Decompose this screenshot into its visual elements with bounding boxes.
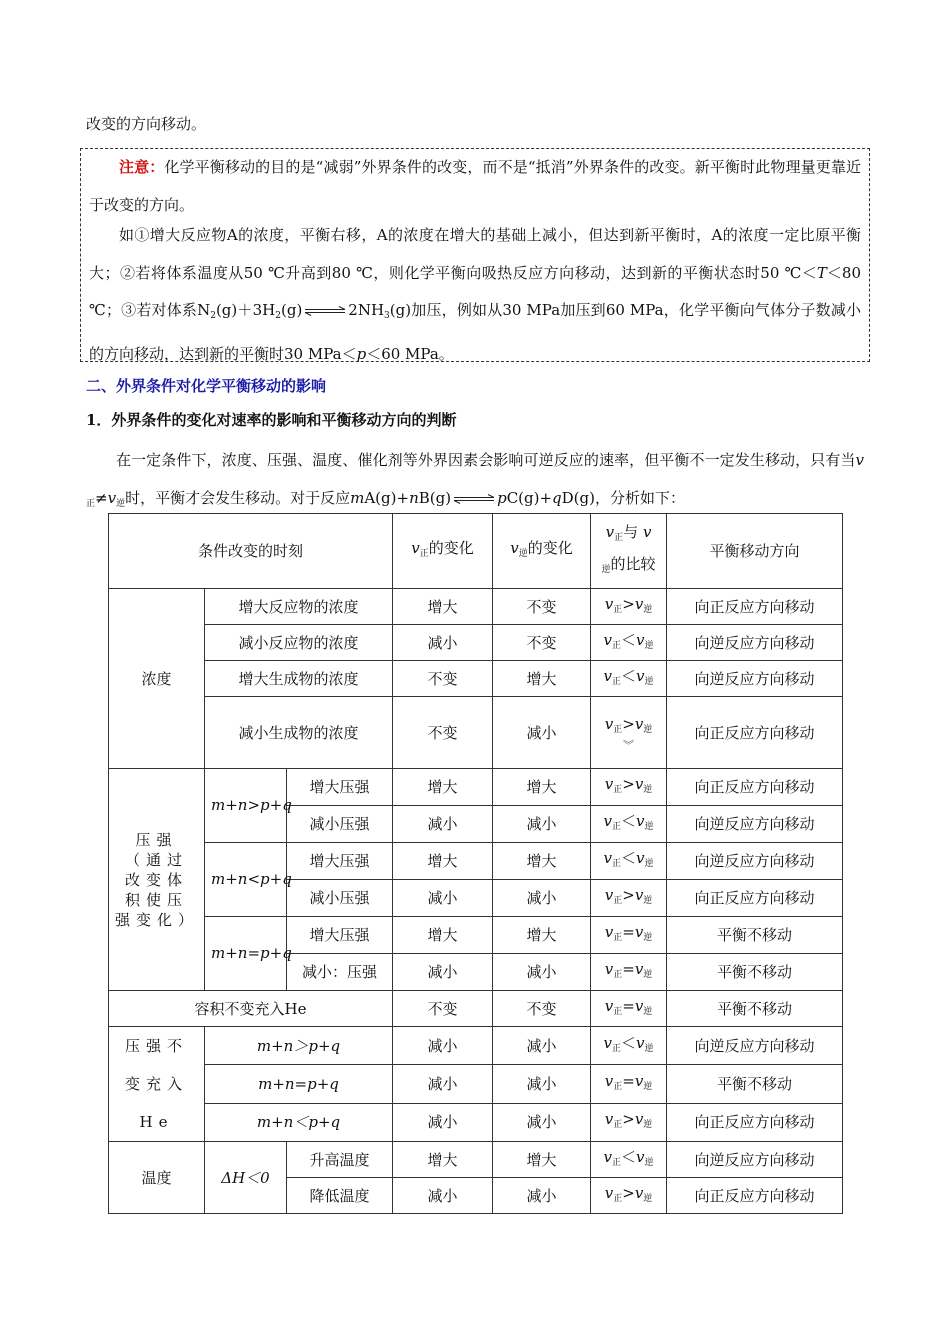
- row-vz: 减小: [393, 1103, 493, 1141]
- header-direction: 平衡移动方向: [667, 514, 843, 589]
- row-vn: 增大: [493, 769, 591, 806]
- row-condition: 增大生成物的浓度: [205, 661, 393, 697]
- table-row: [109, 769, 843, 806]
- row-condition: 减小压强: [287, 806, 393, 843]
- note-box: [80, 148, 870, 362]
- row-vn: 不变: [493, 991, 591, 1027]
- row-vz: 不变: [393, 697, 493, 769]
- row-vz: 减小: [393, 954, 493, 991]
- row-vn: 减小: [493, 806, 591, 843]
- row-vn: 减小: [493, 1065, 591, 1103]
- cond-he-gt: m+n＞p+q: [205, 1027, 393, 1065]
- group-pressure: 压强（通过改变体积使压强变化）: [109, 769, 205, 991]
- cond-mn-eq: m+n=p+q: [205, 917, 287, 991]
- row-vn: 减小: [493, 1027, 591, 1065]
- row-direction: 向逆反应方向移动: [667, 661, 843, 697]
- table-row: [109, 661, 843, 697]
- row-vn: 减小: [493, 1178, 591, 1214]
- note-text-1: 化学平衡移动的目的是“减弱”外界条件的改变，而不是“抵消”外界条件的改变。新平衡时此物理量更靠近于改变的方向。: [89, 158, 861, 214]
- table-row: [109, 697, 843, 769]
- group-temperature: 温度: [109, 1142, 205, 1214]
- row-vz: 增大: [393, 589, 493, 625]
- row-direction: 向正反应方向移动: [667, 697, 843, 769]
- equilibrium-arrow-icon: [303, 306, 347, 316]
- row-compare: $v_正>v_逆$: [591, 769, 667, 806]
- table-row: [109, 843, 843, 880]
- cond-he-eq: m+n=p+q: [205, 1065, 393, 1103]
- row-vz: 不变: [393, 991, 493, 1027]
- table-row: [109, 1103, 843, 1141]
- row-compare: $v_正<v_逆$: [591, 1142, 667, 1178]
- header-condition: 条件改变的时刻: [109, 514, 393, 589]
- equilibrium-arrow-icon: [452, 494, 496, 504]
- row-direction: 平衡不移动: [667, 991, 843, 1027]
- row-compare: $v_正<v_逆$: [591, 625, 667, 661]
- row-compare: $v_正<v_逆$: [591, 1027, 667, 1065]
- row-vz: 不变: [393, 661, 493, 697]
- row-direction: 向正反应方向移动: [667, 769, 843, 806]
- group-concentration: 浓度: [109, 589, 205, 769]
- row-compare: $v_正<v_逆$: [591, 661, 667, 697]
- row-condition: 减小：压强: [287, 954, 393, 991]
- row-vn: 不变: [493, 625, 591, 661]
- row-vn: 减小: [493, 880, 591, 917]
- row-compare: $v_正>v_逆$: [591, 880, 667, 917]
- row-vn: 增大: [493, 917, 591, 954]
- row-compare: $v_正=v_逆$: [591, 1065, 667, 1103]
- cond-he-lt: m+n＜p+q: [205, 1103, 393, 1141]
- row-compare: $v_正=v_逆$: [591, 954, 667, 991]
- table-row: [109, 589, 843, 625]
- body-paragraph: 在一定条件下，浓度、压强、温度、催化剂等外界因素会影响可逆反应的速率，但平衡不一定发生移动，只有当$v_正\ne v_逆$时，平衡才会发生移动。对于反应mA(g)+nB(g) pC(g)+qD(g)，分析如下：: [86, 451, 864, 509]
- row-direction: 向正反应方向移动: [667, 1178, 843, 1214]
- row-condition: 增大压强: [287, 917, 393, 954]
- row-vz: 增大: [393, 843, 493, 880]
- row-direction: 平衡不移动: [667, 1065, 843, 1103]
- row-compare: $v_正<v_逆$: [591, 806, 667, 843]
- row-vz: 增大: [393, 917, 493, 954]
- header-v-ni: $v_逆$的变化: [493, 514, 591, 589]
- chevron-down-icon: ︾: [623, 738, 635, 752]
- row-condition: 减小压强: [287, 880, 393, 917]
- row-compare: $v_正>v_逆$: [591, 1178, 667, 1214]
- row-condition: 增大压强: [287, 769, 393, 806]
- row-condition: 降低温度: [287, 1178, 393, 1214]
- row-vn: 增大: [493, 843, 591, 880]
- row-direction: 向逆反应方向移动: [667, 625, 843, 661]
- table-row: [109, 1065, 843, 1103]
- cond-mn-lt: m+n<p+q: [205, 843, 287, 917]
- row-vn: 减小: [493, 697, 591, 769]
- header-v-zheng: $v_正$的变化: [393, 514, 493, 589]
- row-direction: 向逆反应方向移动: [667, 806, 843, 843]
- table-row: [109, 1027, 843, 1065]
- row-condition: 升高温度: [287, 1142, 393, 1178]
- row-vn: 增大: [493, 1142, 591, 1178]
- row-compare: $v_正>v_逆$ ︾: [591, 697, 667, 769]
- header-compare: $v_正$与 v $_逆$的比较: [591, 514, 667, 589]
- row-vz: 减小: [393, 625, 493, 661]
- row-compare: $v_正=v_逆$: [591, 991, 667, 1027]
- row-vz: 减小: [393, 1178, 493, 1214]
- row-compare: $v_正>v_逆$: [591, 589, 667, 625]
- note-paragraph-1: [89, 149, 861, 224]
- intro-line: 改变的方向移动。: [86, 115, 207, 133]
- note-paragraph-2: 如①增大反应物A的浓度，平衡右移，A的浓度在增大的基础上减小，但达到新平衡时，A的浓度一定比原平衡大；②若将体系温度从50 ℃升高到80 ℃，则化学平衡向吸热反应方向移动，达到新的平衡状态时50 ℃＜T＜80 ℃；③若对体系$N_2(g)+3H_2(g)$ $2NH_3(g)$加压，例如从30 MPa加压到60 MPa，化学平衡向气体分子数减小的方向移动，达到新的平衡时30 MPa＜p＜60 MPa。: [89, 226, 862, 363]
- row-compare: $v_正<v_逆$: [591, 843, 667, 880]
- row-vz: 减小: [393, 806, 493, 843]
- row-direction: 平衡不移动: [667, 917, 843, 954]
- row-vn: 不变: [493, 589, 591, 625]
- row-direction: 向逆反应方向移动: [667, 1027, 843, 1065]
- group-he-const-pressure: 压强不变充入He: [109, 1027, 205, 1142]
- row-condition: 减小反应物的浓度: [205, 625, 393, 661]
- row-direction: 向正反应方向移动: [667, 589, 843, 625]
- row-vz: 减小: [393, 1065, 493, 1103]
- row-vn: 减小: [493, 1103, 591, 1141]
- table-row: [109, 917, 843, 954]
- table-row: [109, 625, 843, 661]
- row-direction: 向正反应方向移动: [667, 1103, 843, 1141]
- group-he-const-volume: 容积不变充入He: [109, 991, 393, 1027]
- row-condition: 增大压强: [287, 843, 393, 880]
- cond-mn-gt: m+n>p+q: [205, 769, 287, 843]
- section-heading: 二、外界条件对化学平衡移动的影响: [86, 377, 327, 395]
- row-direction: 向正反应方向移动: [667, 880, 843, 917]
- table-row: [109, 991, 843, 1027]
- table-row: [109, 1142, 843, 1178]
- row-vz: 减小: [393, 1027, 493, 1065]
- row-direction: 向逆反应方向移动: [667, 1142, 843, 1178]
- row-direction: 向逆反应方向移动: [667, 843, 843, 880]
- row-direction: 平衡不移动: [667, 954, 843, 991]
- row-vz: 增大: [393, 1142, 493, 1178]
- equilibrium-shift-table: [108, 513, 843, 1214]
- row-vn: 减小: [493, 954, 591, 991]
- row-condition: 减小生成物的浓度: [205, 697, 393, 769]
- cond-delta-h: ΔH＜0: [205, 1142, 287, 1214]
- table-header-row: [109, 514, 843, 589]
- row-compare: $v_正>v_逆$: [591, 1103, 667, 1141]
- row-condition: 增大反应物的浓度: [205, 589, 393, 625]
- row-vz: 增大: [393, 769, 493, 806]
- row-vn: 增大: [493, 661, 591, 697]
- row-vz: 减小: [393, 880, 493, 917]
- row-compare: $v_正=v_逆$: [591, 917, 667, 954]
- note-label: 注意：: [119, 158, 165, 176]
- subsection-heading: 1．外界条件的变化对速率的影响和平衡移动方向的判断: [86, 411, 457, 429]
